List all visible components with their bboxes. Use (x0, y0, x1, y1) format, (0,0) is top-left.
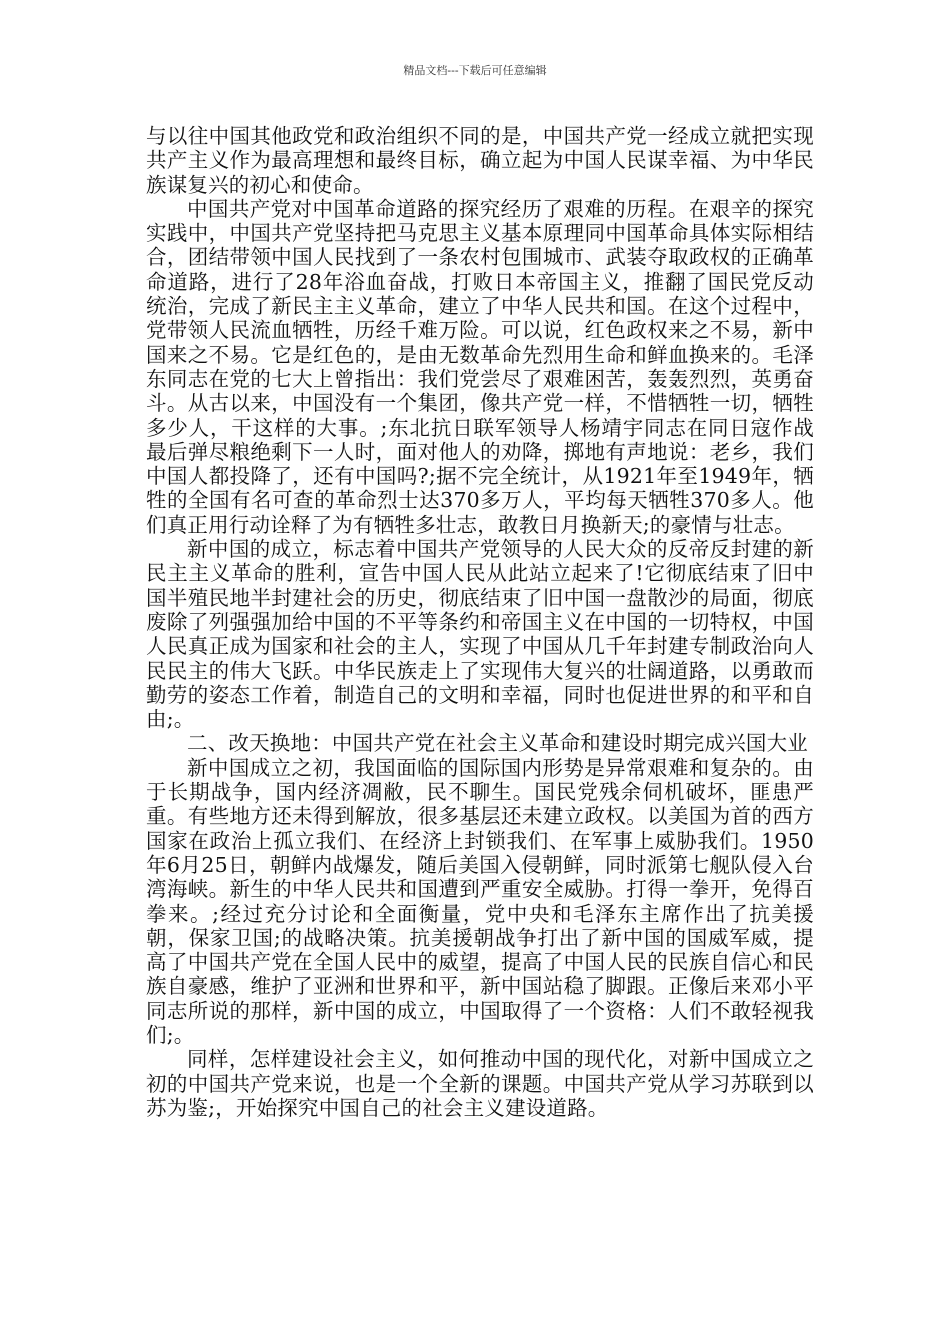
page-header: 精品文档---下载后可任意编辑 (403, 64, 547, 77)
document-body (146, 124, 814, 1120)
paragraph-1: 与以往中国其他政党和政治组织不同的是，中国共产党一经成立就把实现共产主义作为最高理想和最终目标，确立起为中国人民谋幸福、为中华民族谋复兴的初心和使命。 (146, 124, 814, 197)
paragraph-3: 新中国的成立，标志着中国共产党领导的人民大众的反帝反封建的新民主主义革命的胜利，宣告中国人民从此站立起来了!它彻底结束了旧中国半殖民地半封建社会的历史，彻底结束了旧中国一盘散沙的局面，彻底废除了列强强加给中国的不平等条约和帝国主义在中国的一切特权，中国人民真正成为国家和社会的主人，实现了中国从几千年封建专制政治向人民民主的伟大飞跃。中华民族走上了实现伟大复兴的壮阔道路，以勇敢而勤劳的姿态工作着，制造自己的文明和幸福，同时也促进世界的和平和自由;。 (146, 537, 814, 732)
paragraph-5: 同样，怎样建设社会主义，如何推动中国的现代化，对新中国成立之初的中国共产党来说，也是一个全新的课题。中国共产党从学习苏联到以苏为鉴;，开始探究中国自己的社会主义建设道路。 (146, 1047, 814, 1120)
section-heading: 二、改天换地：中国共产党在社会主义革命和建设时期完成兴国大业 (187, 731, 808, 756)
paragraph-4: 新中国成立之初，我国面临的国际国内形势是异常艰难和复杂的。由于长期战争，国内经济凋敝，民不聊生。国民党残余伺机破坏，匪患严重。有些地方还未得到解放，很多基层还未建立政权。以美国为首的西方国家在政治上孤立我们、在经济上封锁我们、在军事上威胁我们。1950年6月25日，朝鲜内战爆发，随后美国入侵朝鲜，同时派第七舰队侵入台湾海峡。新生的中华人民共和国遭到严重安全威胁。打得一拳开，免得百拳来。;经过充分讨论和全面衡量，党中央和毛泽东主席作出了抗美援朝，保家卫国;的战略决策。抗美援朝战争打出了新中国的国威军威，提高了中国共产党在全国人民中的威望，提高了中国人民的民族自信心和民族自豪感，维护了亚洲和世界和平，新中国站稳了脚跟。正像后来邓小平同志所说的那样，新中国的成立，中国取得了一个资格：人们不敢轻视我们;。 (146, 755, 814, 1047)
paragraph-2: 中国共产党对中国革命道路的探究经历了艰难的历程。在艰辛的探究实践中，中国共产党坚持把马克思主义基本原理同中国革命具体实际相结合，团结带领中国人民找到了一条农村包围城市、武装夺取政权的正确革命道路，进行了28年浴血奋战，打败日本帝国主义，推翻了国民党反动统治，完成了新民主主义革命，建立了中华人民共和国。在这个过程中，党带领人民流血牺牲，历经千难万险。可以说，红色政权来之不易，新中国来之不易。它是红色的，是由无数革命先烈用生命和鲜血换来的。毛泽东同志在党的七大上曾指出：我们党尝尽了艰难困苦，轰轰烈烈，英勇奋斗。从古以来，中国没有一个集团，像共产党一样，不惜牺牲一切，牺牲多少人，干这样的大事。;东北抗日联军领导人杨靖宇同志在同日寇作战最后弹尽粮绝剩下一人时，面对他人的劝降，掷地有声地说：老乡，我们中国人都投降了，还有中国吗?;据不完全统计，从1921年至1949年，牺牲的全国有名可查的革命烈士达370多万人，平均每天牺牲370多人。他们真正用行动诠释了为有牺牲多壮志，敢教日月换新天;的豪情与壮志。 (146, 196, 814, 537)
